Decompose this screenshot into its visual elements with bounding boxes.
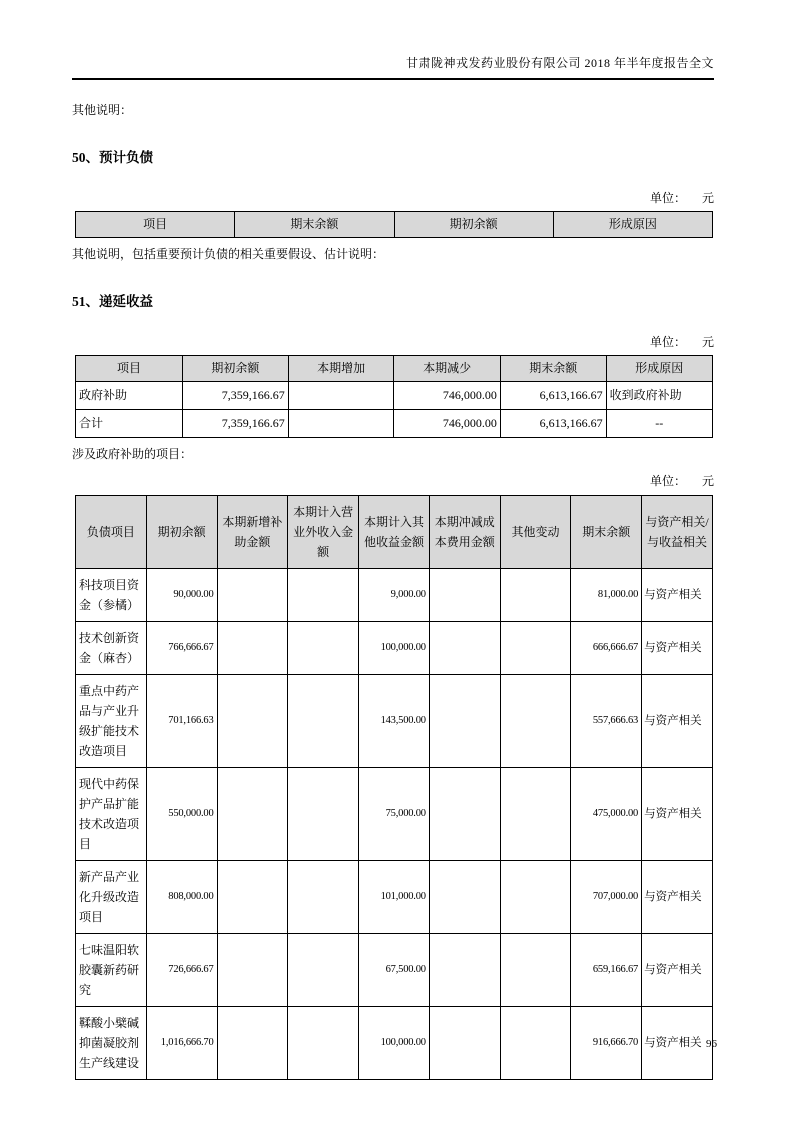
header-cell: 形成原因 <box>553 212 712 238</box>
table-row <box>76 382 713 410</box>
data-cell: 1,016,666.70 <box>146 1007 217 1080</box>
data-cell: 重点中药产品与产业升级扩能技术改造项目 <box>76 675 147 768</box>
deferred-income-table <box>75 355 713 438</box>
header-cell: 项目 <box>76 356 183 382</box>
table-header-row <box>76 496 713 569</box>
page-number: 96 <box>706 1038 717 1050</box>
table-row <box>76 569 713 622</box>
header-cell: 期初余额 <box>146 496 217 569</box>
table-row <box>76 675 713 768</box>
unit-line-section50 <box>72 189 714 206</box>
data-cell <box>217 675 288 768</box>
header-cell: 本期计入其他收益金额 <box>359 496 430 569</box>
data-cell: 100,000.00 <box>359 622 430 675</box>
unit-label: 单位： <box>649 335 686 349</box>
data-cell: 81,000.00 <box>571 569 642 622</box>
data-cell <box>288 768 359 861</box>
header-cell: 期初余额 <box>183 356 289 382</box>
data-cell: -- <box>606 410 712 438</box>
data-cell: 与资产相关 <box>642 1007 713 1080</box>
table-row <box>76 410 713 438</box>
data-cell <box>217 569 288 622</box>
data-cell <box>500 934 571 1007</box>
header-cell: 本期新增补助金额 <box>217 496 288 569</box>
table-header-row <box>76 212 713 238</box>
data-cell: 与资产相关 <box>642 768 713 861</box>
data-cell: 与资产相关 <box>642 675 713 768</box>
header-cell: 期初余额 <box>394 212 553 238</box>
header-cell: 形成原因 <box>606 356 712 382</box>
data-cell <box>429 934 500 1007</box>
data-cell <box>288 382 394 410</box>
header-cell: 期末余额 <box>235 212 394 238</box>
data-cell <box>500 675 571 768</box>
header-cell: 本期增加 <box>288 356 394 382</box>
data-cell: 746,000.00 <box>394 410 500 438</box>
data-cell: 7,359,166.67 <box>183 410 289 438</box>
section-50-note: 其他说明，包括重要预计负债的相关重要假设、估计说明： <box>72 247 385 261</box>
data-cell: 7,359,166.67 <box>183 382 289 410</box>
data-cell <box>288 569 359 622</box>
data-cell <box>288 410 394 438</box>
data-cell: 916,666.70 <box>571 1007 642 1080</box>
table-row <box>76 934 713 1007</box>
header-cell: 期末余额 <box>571 496 642 569</box>
data-cell <box>217 1007 288 1080</box>
data-cell: 鞣酸小檗碱抑菌凝胶剂生产线建设 <box>76 1007 147 1080</box>
table-row <box>76 861 713 934</box>
document-header <box>72 0 714 80</box>
data-cell: 100,000.00 <box>359 1007 430 1080</box>
data-cell: 收到政府补助 <box>606 382 712 410</box>
data-cell: 6,613,166.67 <box>500 382 606 410</box>
data-cell: 与资产相关 <box>642 622 713 675</box>
header-cell: 本期冲减成本费用金额 <box>429 496 500 569</box>
data-cell: 557,666.63 <box>571 675 642 768</box>
unit-line-section51 <box>72 333 714 350</box>
data-cell <box>217 934 288 1007</box>
data-cell <box>429 861 500 934</box>
section-50-heading: 50、预计负债 <box>72 150 153 165</box>
data-cell <box>429 768 500 861</box>
section-51-heading: 51、递延收益 <box>72 294 153 309</box>
data-cell <box>288 675 359 768</box>
estimated-liabilities-table <box>75 211 713 238</box>
data-cell <box>500 768 571 861</box>
data-cell: 科技项目资金（参橘） <box>76 569 147 622</box>
data-cell: 101,000.00 <box>359 861 430 934</box>
unit-label: 单位： <box>649 474 686 488</box>
data-cell: 与资产相关 <box>642 861 713 934</box>
unit-line-gov-table <box>72 472 714 489</box>
data-cell: 9,000.00 <box>359 569 430 622</box>
data-cell <box>429 1007 500 1080</box>
data-cell: 726,666.67 <box>146 934 217 1007</box>
data-cell <box>429 622 500 675</box>
header-cell: 负债项目 <box>76 496 147 569</box>
table-row <box>76 1007 713 1080</box>
data-cell <box>288 934 359 1007</box>
header-cell: 本期计入营业外收入金额 <box>288 496 359 569</box>
table-header-row <box>76 356 713 382</box>
header-cell: 项目 <box>76 212 235 238</box>
unit-value: 元 <box>701 474 714 488</box>
data-cell: 6,613,166.67 <box>500 410 606 438</box>
data-cell: 90,000.00 <box>146 569 217 622</box>
data-cell: 现代中药保护产品扩能技术改造项目 <box>76 768 147 861</box>
page-content <box>72 0 714 1080</box>
data-cell <box>500 622 571 675</box>
data-cell: 659,166.67 <box>571 934 642 1007</box>
data-cell <box>429 675 500 768</box>
data-cell: 766,666.67 <box>146 622 217 675</box>
unit-label: 单位： <box>649 191 686 205</box>
data-cell: 75,000.00 <box>359 768 430 861</box>
document-header-title: 甘肃陇神戎发药业股份有限公司 2018 年半年度报告全文 <box>405 56 714 70</box>
government-grants-table <box>75 495 713 1080</box>
unit-value: 元 <box>701 335 714 349</box>
data-cell <box>429 569 500 622</box>
data-cell: 政府补助 <box>76 382 183 410</box>
data-cell: 与资产相关 <box>642 934 713 1007</box>
data-cell <box>217 622 288 675</box>
data-cell: 技术创新资金（麻杏） <box>76 622 147 675</box>
data-cell: 合计 <box>76 410 183 438</box>
other-note-top: 其他说明： <box>72 103 133 117</box>
data-cell: 808,000.00 <box>146 861 217 934</box>
data-cell <box>217 861 288 934</box>
data-cell: 666,666.67 <box>571 622 642 675</box>
unit-value: 元 <box>701 191 714 205</box>
data-cell <box>500 1007 571 1080</box>
data-cell: 701,166.63 <box>146 675 217 768</box>
data-cell <box>288 861 359 934</box>
data-cell: 新产品产业化升级改造项目 <box>76 861 147 934</box>
data-cell <box>217 768 288 861</box>
table-row <box>76 622 713 675</box>
data-cell: 707,000.00 <box>571 861 642 934</box>
header-cell: 本期减少 <box>394 356 500 382</box>
data-cell <box>500 569 571 622</box>
header-cell: 其他变动 <box>500 496 571 569</box>
data-cell: 67,500.00 <box>359 934 430 1007</box>
data-cell <box>288 622 359 675</box>
data-cell: 七味温阳软胶囊新药研究 <box>76 934 147 1007</box>
data-cell: 与资产相关 <box>642 569 713 622</box>
data-cell: 550,000.00 <box>146 768 217 861</box>
data-cell <box>500 861 571 934</box>
header-cell: 与资产相关/与收益相关 <box>642 496 713 569</box>
header-cell: 期末余额 <box>500 356 606 382</box>
data-cell: 475,000.00 <box>571 768 642 861</box>
gov-projects-label: 涉及政府补助的项目： <box>72 447 193 461</box>
data-cell <box>288 1007 359 1080</box>
data-cell: 746,000.00 <box>394 382 500 410</box>
data-cell: 143,500.00 <box>359 675 430 768</box>
table-row <box>76 768 713 861</box>
